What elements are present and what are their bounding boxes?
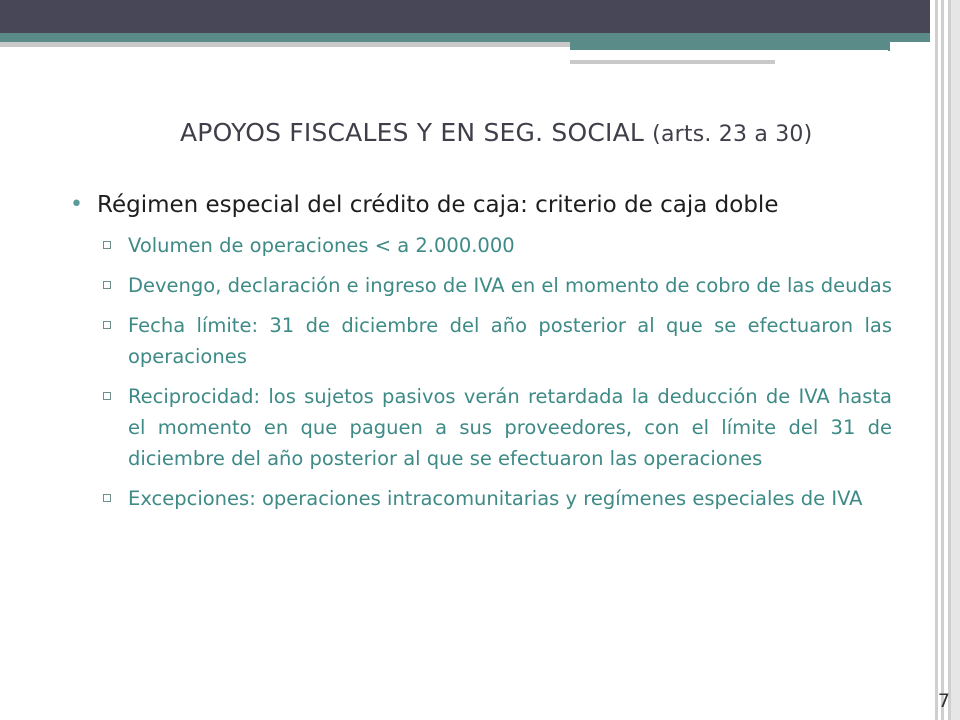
square-bullet-icon bbox=[103, 281, 111, 289]
sub-bullet bbox=[70, 270, 892, 301]
bullet-dot-icon: • bbox=[70, 192, 83, 217]
right-decorative-strip bbox=[930, 0, 960, 720]
header-accent-stripe bbox=[0, 33, 960, 42]
square-bullet-icon bbox=[103, 241, 111, 249]
sub-bullet-text: Fecha límite: 31 de diciembre del año posterior al que se efectuaron las operaciones bbox=[128, 314, 892, 368]
header-bar bbox=[0, 0, 960, 33]
header-divider bbox=[0, 42, 570, 47]
slide-content bbox=[70, 188, 892, 523]
sub-bullet-text: Reciprocidad: los sujetos pasivos verán retardada la deducción de IVA hasta el momento en que paguen a sus proveedores, con el límite del 31 de diciembre del año posterior al que se efectuaron las operaciones bbox=[128, 385, 892, 470]
main-bullet bbox=[70, 188, 892, 222]
sub-bullet-text: Devengo, declaración e ingreso de IVA en el momento de cobro de las deudas bbox=[128, 274, 892, 297]
page-number: 7 bbox=[937, 690, 950, 712]
header-divider-short bbox=[570, 60, 775, 64]
slide-title-articles: (arts. 23 a 30) bbox=[652, 122, 813, 147]
sub-bullet-text: Excepciones: operaciones intracomunitarias y regímenes especiales de IVA bbox=[128, 487, 863, 510]
sub-bullet-text: Volumen de operaciones < a 2.000.000 bbox=[128, 234, 515, 257]
square-bullet-icon bbox=[103, 321, 111, 329]
sub-bullet bbox=[70, 381, 892, 474]
sub-bullet bbox=[70, 310, 892, 372]
slide-title-main: APOYOS FISCALES Y EN SEG. SOCIAL bbox=[180, 118, 645, 147]
main-bullet-text: Régimen especial del crédito de caja: criterio de caja doble bbox=[97, 192, 779, 218]
square-bullet-icon bbox=[103, 392, 111, 400]
slide-title bbox=[180, 118, 910, 147]
sub-bullet bbox=[70, 230, 892, 261]
header-highlight-line bbox=[570, 50, 888, 52]
sub-bullet bbox=[70, 483, 892, 514]
square-bullet-icon bbox=[103, 494, 111, 502]
